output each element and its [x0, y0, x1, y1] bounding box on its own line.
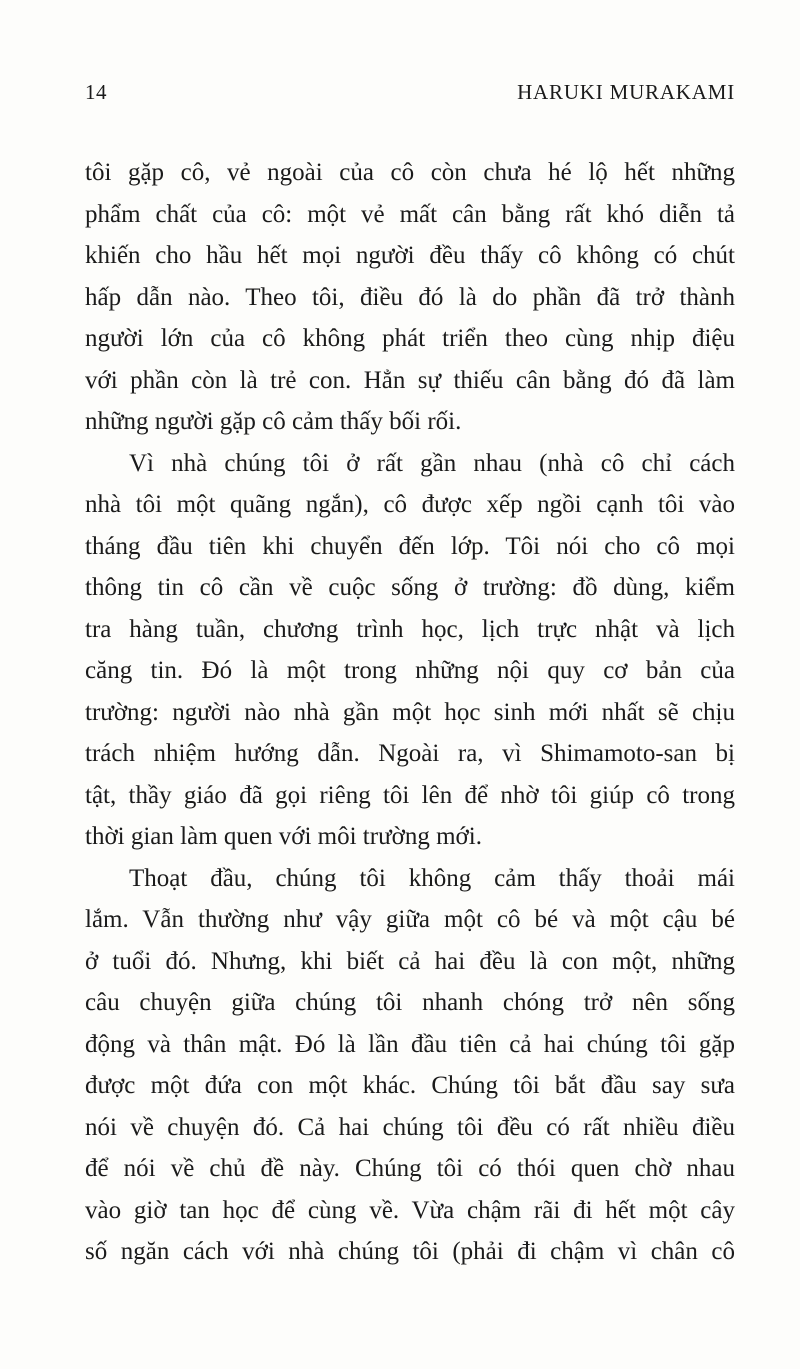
text-line: vào giờ tan học để cùng về. Vừa chậm rãi đi hết một cây	[85, 1196, 735, 1224]
text-line: lắm. Vẫn thường như vậy giữa một cô bé và một cậu bé	[85, 906, 735, 933]
text-line: ở tuổi đó. Nhưng, khi biết cả hai đều là con một, những	[85, 947, 735, 975]
text-line: căng tin. Đó là một trong những nội quy cơ bản của	[85, 657, 735, 684]
text-line: tật, thầy giáo đã gọi riêng tôi lên để nhờ tôi giúp cô trong	[85, 781, 735, 809]
text-line: phẩm chất của cô: một vẻ mất cân bằng rất khó diễn tả	[85, 200, 735, 228]
text-line: động và thân mật. Đó là lần đầu tiên cả hai chúng tôi gặp	[85, 1030, 735, 1058]
text-line: hấp dẫn nào. Theo tôi, điều đó là do phần đã trở thành	[85, 283, 735, 311]
text-line: câu chuyện giữa chúng tôi nhanh chóng trở nên sống	[85, 989, 735, 1016]
text-line: số ngăn cách với nhà chúng tôi (phải đi chậm vì chân cô	[85, 1238, 735, 1265]
text-line: với phần còn là trẻ con. Hẳn sự thiếu cân bằng đó đã làm	[85, 366, 735, 394]
text-line: để nói về chủ đề này. Chúng tôi có thói quen chờ nhau	[85, 1155, 735, 1182]
text-line: Thoạt đầu, chúng tôi không cảm thấy thoải mái	[129, 864, 735, 892]
text-line: những người gặp cô cảm thấy bối rối.	[85, 408, 462, 435]
text-line: nói về chuyện đó. Cả hai chúng tôi đều có rất nhiều điều	[85, 1113, 735, 1141]
paragraph	[85, 443, 735, 858]
text-line: tôi gặp cô, vẻ ngoài của cô còn chưa hé lộ hết những	[85, 159, 735, 186]
paragraph	[85, 858, 735, 1273]
text-line: tra hàng tuần, chương trình học, lịch trực nhật và lịch	[85, 615, 735, 643]
text-line: trách nhiệm hướng dẫn. Ngoài ra, vì Shimamoto-san bị	[85, 740, 735, 767]
text-line: nhà tôi một quãng ngắn), cô được xếp ngồi cạnh tôi vào	[85, 491, 735, 518]
text-line: tháng đầu tiên khi chuyển đến lớp. Tôi nói cho cô mọi	[85, 532, 735, 560]
text-line: người lớn của cô không phát triển theo cùng nhịp điệu	[85, 325, 735, 352]
text-line: Vì nhà chúng tôi ở rất gần nhau (nhà cô chỉ cách	[129, 449, 735, 477]
text-line: được một đứa con một khác. Chúng tôi bắt đầu say sưa	[85, 1072, 735, 1099]
page-number: 14	[85, 80, 107, 104]
text-line: khiến cho hầu hết mọi người đều thấy cô không có chút	[85, 242, 735, 269]
paragraph	[85, 152, 735, 443]
text-line: thời gian làm quen với môi trường mới.	[85, 823, 482, 850]
text-line: trường: người nào nhà gần một học sinh mới nhất sẽ chịu	[85, 698, 735, 726]
body-text	[85, 152, 735, 1273]
running-header-author: HARUKI MURAKAMI	[517, 80, 735, 104]
page-header	[85, 78, 735, 106]
text-line: thông tin cô cần về cuộc sống ở trường: đồ dùng, kiểm	[85, 574, 735, 601]
